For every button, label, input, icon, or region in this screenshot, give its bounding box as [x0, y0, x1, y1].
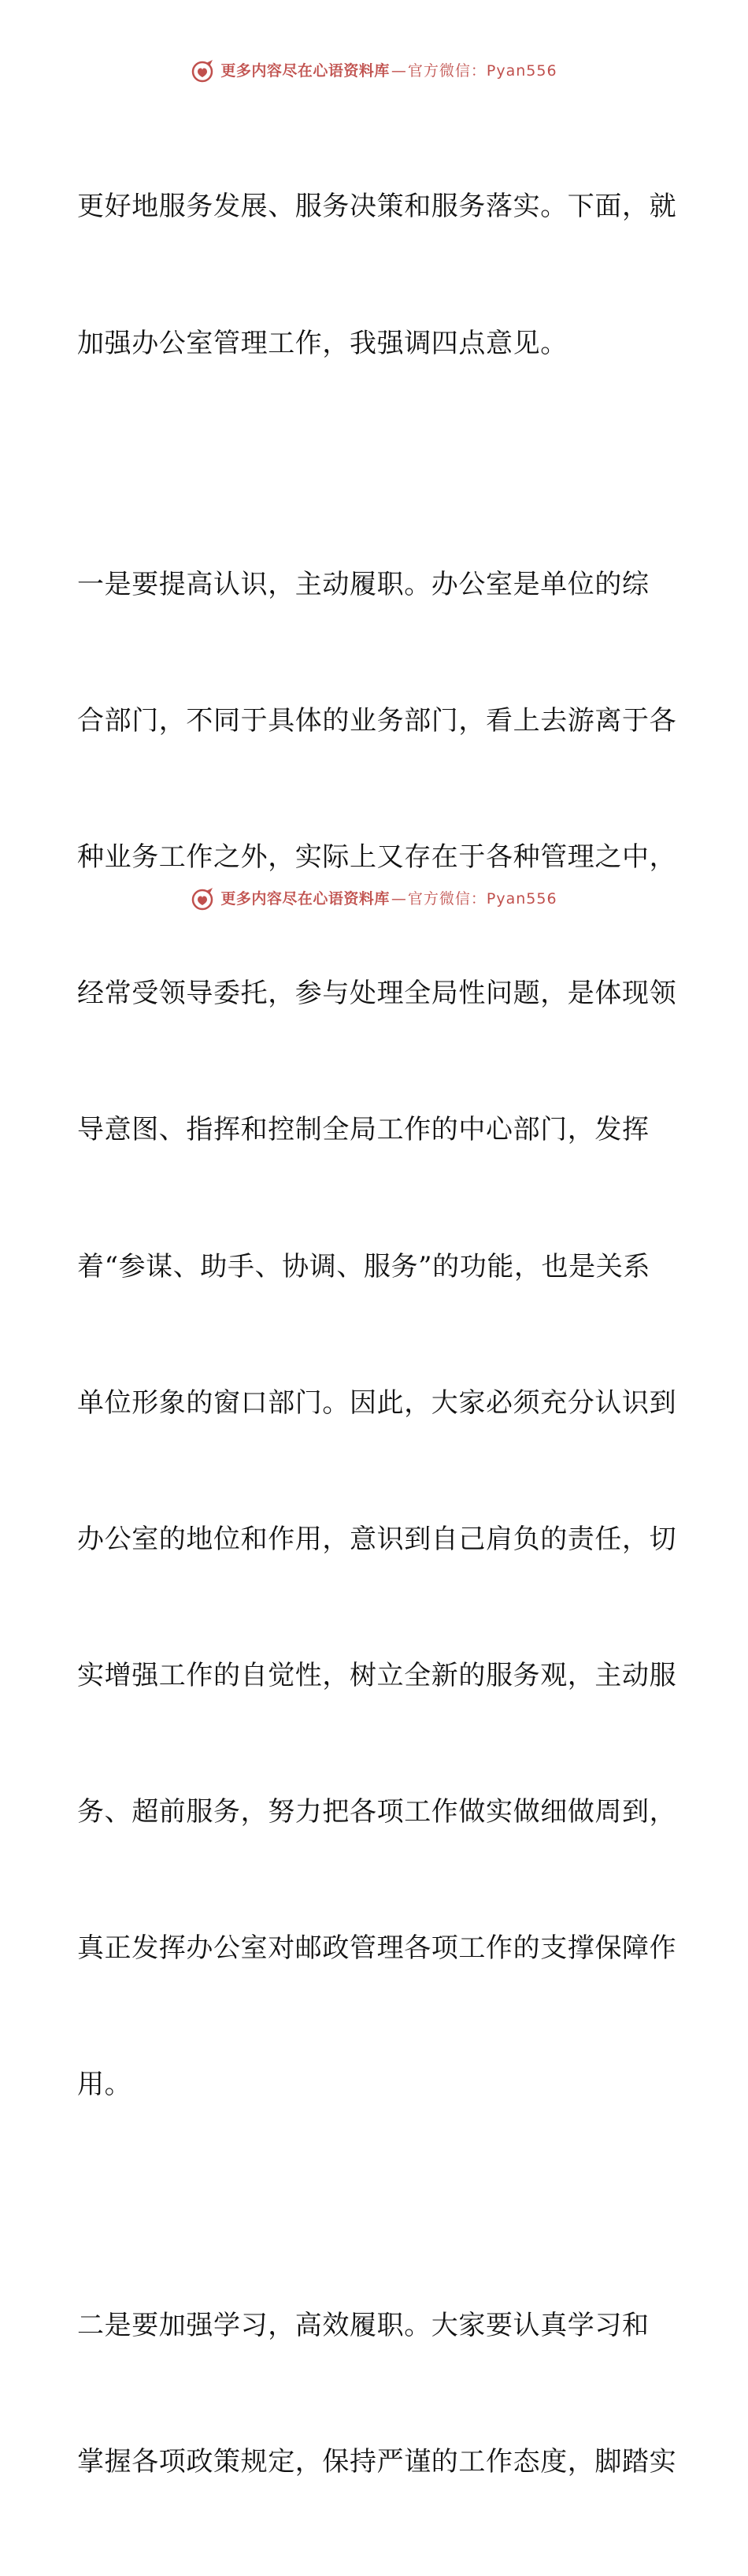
text-line: 办公室的地位和作用，意识到自己肩负的责任，切	[77, 1523, 677, 1555]
text-line: 实增强工作的自觉性，树立全新的服务观，主动服	[77, 1659, 677, 1691]
document-body	[77, 94, 677, 2576]
watermark-main-text: 更多内容尽在心语资料库	[220, 889, 390, 908]
paragraph-1	[77, 94, 677, 458]
text-line: 更好地服务发展、服务决策和服务落实。下面，就	[77, 191, 677, 223]
text-line: 经常受领导委托，参与处理全局性问题，是体现领	[77, 978, 677, 1010]
paragraph-spacer	[77, 2199, 669, 2212]
watermark-dash: —	[391, 61, 406, 80]
text-line: 导意图、指挥和控制全局工作的中心部门，发挥	[77, 1114, 650, 1146]
heart-pen-icon	[191, 58, 216, 84]
text-line: 真正发挥办公室对邮政管理各项工作的支撑保障作	[77, 1932, 677, 1965]
text-line: 合部门，不同于具体的业务部门，看上去游离于各	[77, 705, 677, 737]
text-line: 加强办公室管理工作，我强调四点意见。	[77, 327, 568, 359]
text-line: 单位形象的窗口部门。因此，大家必须充分认识到	[77, 1386, 677, 1419]
watermark-official-text: 官方微信：Pyan556	[407, 61, 557, 80]
text-line: 用。	[77, 2069, 132, 2101]
text-line: 务、超前服务，努力把各项工作做实做细做周到，	[77, 1796, 677, 1828]
watermark-main-text: 更多内容尽在心语资料库	[220, 61, 390, 80]
text-line: 二是要加强学习，高效履职。大家要认真学习和	[77, 2309, 650, 2341]
paragraph-2	[77, 472, 677, 2199]
watermark-official-text: 官方微信：Pyan556	[407, 889, 557, 908]
heart-pen-icon	[191, 886, 216, 911]
paragraph-3	[77, 2212, 677, 2576]
header-watermark	[0, 55, 748, 87]
watermark-dash: —	[391, 889, 406, 908]
text-line: 一是要提高认识，主动履职。办公室是单位的综	[77, 569, 650, 601]
text-line: 种业务工作之外，实际上又存在于各种管理之中，	[77, 841, 677, 874]
paragraph-spacer	[77, 458, 669, 472]
footer-watermark	[0, 883, 748, 915]
text-line: 着“参谋、助手、协调、服务”的功能，也是关系	[77, 1250, 650, 1282]
text-line: 掌握各项政策规定，保持严谨的工作态度，脚踏实	[77, 2445, 677, 2478]
